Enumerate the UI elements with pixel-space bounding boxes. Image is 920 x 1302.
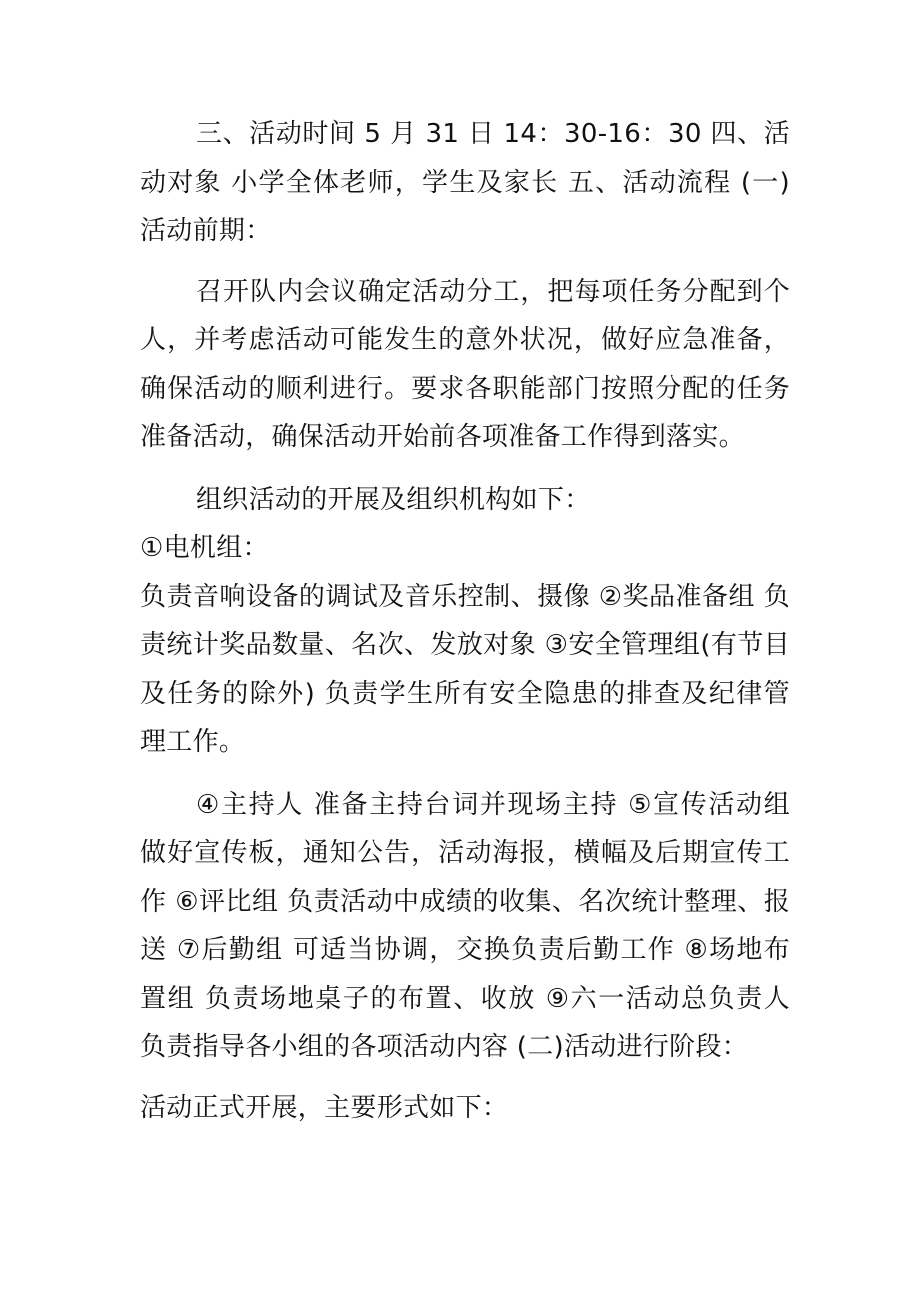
paragraph-preparation: 召开队内会议确定活动分工，把每项任务分配到个人，并考虑活动可能发生的意外状况，做好应急准备，确保活动的顺利进行。要求各职能部门按照分配的任务准备活动，确保活动开始前各项准备工作得到落实。 xyxy=(140,276,790,452)
paragraph-activity-form: 活动正式开展，主要形式如下： xyxy=(140,1092,509,1123)
paragraph-schedule: 三、活动时间 5 月 31 日 14：30-16：30 四、活动对象 小学全体老师，学生及家长 五、活动流程 (一)活动前期： xyxy=(140,119,790,246)
paragraph-group-heading: ①电机组： xyxy=(140,533,269,563)
paragraph-organization-intro: 组织活动的开展及组织机构如下： xyxy=(196,484,591,515)
paragraph-groups-part-2: ④主持人 准备主持台词并现场主持 ⑤宣传活动组 做好宣传板，通知公告，活动海报，横幅及后期宣传工作 ⑥评比组 负责活动中成绩的收集、名次统计整理、报送 ⑦后勤组 可适当协调，交换负责后勤工作 ⑧场地布置组 负责场地桌子的布置、收放 ⑨六一活动总负责人 负责指导各小组的各项活动内容 (二)活动进行阶段： xyxy=(140,789,790,1062)
paragraph-groups-part-1: 负责音响设备的调试及音乐控制、摄像 ②奖品准备组 负责统计奖品数量、名次、发放对象 ③安全管理组(有节目及任务的除外) 负责学生所有安全隐患的排查及纪律管理工作。 xyxy=(140,581,790,757)
document-body xyxy=(140,110,790,1132)
